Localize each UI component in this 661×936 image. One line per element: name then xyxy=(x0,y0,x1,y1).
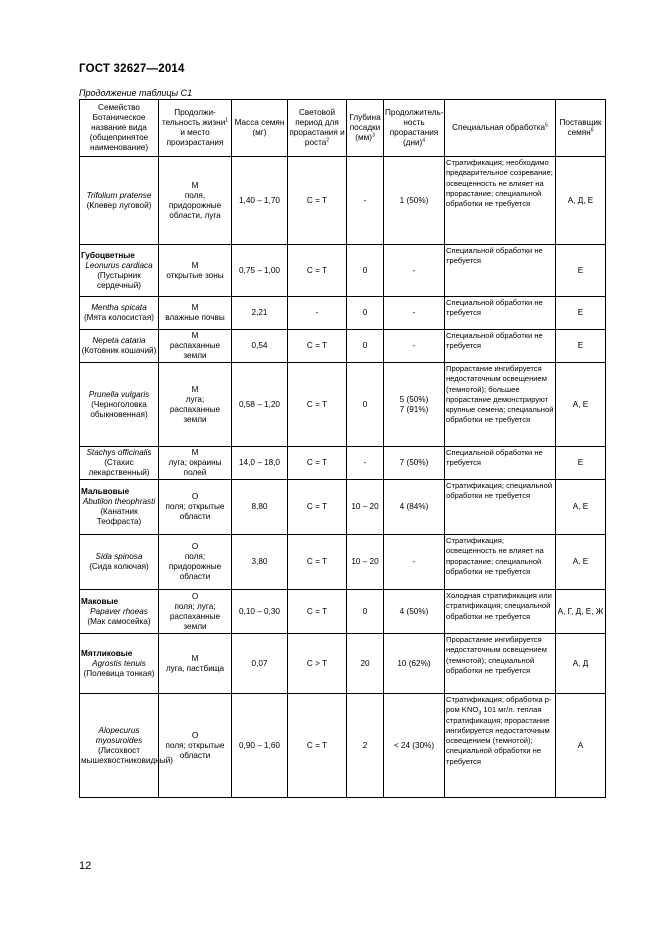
species-cell xyxy=(80,634,159,694)
header-family: Семейство Ботаническое название вида (общепринятое наименование) xyxy=(80,100,159,157)
page-number: 12 xyxy=(79,860,92,872)
table-row xyxy=(80,447,606,480)
species-cell xyxy=(80,447,159,480)
special-treatment-cell: Стратификация; обработка р-ром $KNO_3$ 101 мг/л. теплая стратификация; прорастание ингибируется недостаточным освещением (темнотой); специальной обработки не требуется xyxy=(445,694,556,798)
species-cell xyxy=(80,363,159,447)
depth-cell: 10 – 20 xyxy=(347,535,384,590)
light-cell: С = Т xyxy=(288,157,347,245)
species-table xyxy=(79,99,606,798)
latin-name: Alopecurus myosuroides xyxy=(95,725,143,745)
common-name: (Стахис лекарственный) xyxy=(88,458,150,477)
special-treatment-cell: Специальной обработки не требуется xyxy=(445,245,556,297)
germination-cell: 7 (50%) xyxy=(384,447,445,480)
family-name: Маковые xyxy=(81,596,119,606)
life-cell: М луга, пастбища xyxy=(159,634,232,694)
species-cell xyxy=(80,330,159,363)
table-row xyxy=(80,297,606,330)
common-name: (Канатник Теофраста) xyxy=(96,507,142,526)
depth-cell: 2 xyxy=(347,694,384,798)
germination-cell: - xyxy=(384,535,445,590)
table-row xyxy=(80,157,606,245)
life-cell: М луга; окраины полей xyxy=(159,447,232,480)
table-row xyxy=(80,590,606,634)
supplier-cell: А, Е xyxy=(556,363,606,447)
header-special: Специальная обработка$^5$ xyxy=(445,100,556,157)
germination-cell: 5 (50%) 7 (91%) xyxy=(384,363,445,447)
family-name: Губоцветные xyxy=(81,250,135,260)
special-treatment-cell: Стратификация; освещенность не влияет на прорастание; специальной обработки не требуется xyxy=(445,535,556,590)
header-light: Световой период для прорастания и роста$^2$ xyxy=(288,100,347,157)
latin-name: Sida spinosa xyxy=(95,552,143,561)
light-cell: С = Т xyxy=(288,245,347,297)
header-duration: Продолжи-тельность жизни$^1$ и место произрастания xyxy=(159,100,232,157)
supplier-cell: А, Г, Д, Е, Ж xyxy=(556,590,606,634)
supplier-cell: А, Е xyxy=(556,480,606,535)
family-name: Мятликовые xyxy=(81,648,133,658)
species-cell xyxy=(80,245,159,297)
germination-cell: - xyxy=(384,245,445,297)
latin-name: Prunella vulgaris xyxy=(88,389,150,399)
special-treatment-cell: Стратификация; специальной обработки не требуется xyxy=(445,480,556,535)
common-name: (Котовник кошачий) xyxy=(81,346,157,355)
common-name: (Мята колосистая) xyxy=(83,313,155,322)
common-name: (Лисохвост мышехвостниковидный) xyxy=(81,745,173,765)
common-name: (Сида колючая) xyxy=(89,562,149,571)
depth-cell: 10 – 20 xyxy=(347,480,384,535)
life-cell: М открытые зоны xyxy=(159,245,232,297)
supplier-cell: А, Д xyxy=(556,634,606,694)
supplier-cell: А xyxy=(556,694,606,798)
life-cell: О поля; придорожные области xyxy=(159,535,232,590)
germination-cell: 4 (50%) xyxy=(384,590,445,634)
depth-cell: - xyxy=(347,157,384,245)
germination-cell: < 24 (30%) xyxy=(384,694,445,798)
germination-cell: - xyxy=(384,297,445,330)
special-treatment-cell: Прорастание ингибируется недостаточным освещением (темнотой); специальной обработки не требуется xyxy=(445,634,556,694)
mass-cell: 1,40 – 1,70 xyxy=(232,157,288,245)
life-cell: М поля, придорожные области, луга xyxy=(159,157,232,245)
life-cell: М луга; распаханные земли xyxy=(159,363,232,447)
life-cell: О поля; луга; распаханные земли xyxy=(159,590,232,634)
supplier-cell: Е xyxy=(556,245,606,297)
mass-cell: 2,21 xyxy=(232,297,288,330)
latin-name: Agrostis tenuis xyxy=(92,658,146,668)
latin-name: Abutilon theophrasti xyxy=(82,497,156,506)
light-cell: С = Т xyxy=(288,480,347,535)
table-row xyxy=(80,634,606,694)
species-cell xyxy=(80,157,159,245)
mass-cell: 14,0 – 18,0 xyxy=(232,447,288,480)
table-row xyxy=(80,363,606,447)
latin-name: Papaver rhoeas xyxy=(90,606,148,616)
mass-cell: 0,07 xyxy=(232,634,288,694)
depth-cell: 0 xyxy=(347,245,384,297)
table-header-row xyxy=(80,100,606,157)
table-row xyxy=(80,245,606,297)
latin-name: Stachys officinalis xyxy=(86,448,152,457)
mass-cell: 0,54 xyxy=(232,330,288,363)
special-treatment-cell: Специальной обработки не требуется xyxy=(445,447,556,480)
depth-cell: 0 xyxy=(347,330,384,363)
supplier-cell: Е xyxy=(556,330,606,363)
germination-cell: 10 (62%) xyxy=(384,634,445,694)
depth-cell: 20 xyxy=(347,634,384,694)
latin-name: Nepeta cataria xyxy=(92,336,146,345)
special-treatment-cell: Холодная стратификация или стратификация; специальной обработки не требуется xyxy=(445,590,556,634)
life-cell: О поля; открытые области xyxy=(159,480,232,535)
mass-cell: 0,90 – 1,60 xyxy=(232,694,288,798)
table-row xyxy=(80,694,606,798)
life-cell: О поля; открытые области xyxy=(159,694,232,798)
header-germination: Продолжитель-ность прорастания (дни)$^4$ xyxy=(384,100,445,157)
mass-cell: 0,58 – 1,20 xyxy=(232,363,288,447)
common-name: (Клевер луговой) xyxy=(86,200,152,210)
common-name: (Черноголовка обыкновенная) xyxy=(90,399,148,419)
mass-cell: 0,75 – 1,00 xyxy=(232,245,288,297)
light-cell: С = Т xyxy=(288,694,347,798)
family-name: Мальвовые xyxy=(81,487,130,496)
depth-cell: 0 xyxy=(347,363,384,447)
special-treatment-cell: Прорастание ингибируется недостаточным освещением (темнотой); большее прорастание демонстрируют крупные семена; специальной обработки не требуется xyxy=(445,363,556,447)
supplier-cell: А, Е xyxy=(556,535,606,590)
table-row xyxy=(80,330,606,363)
supplier-cell: А, Д, Е xyxy=(556,157,606,245)
depth-cell: 0 xyxy=(347,297,384,330)
common-name: (Полевица тонкая) xyxy=(83,668,155,678)
special-treatment-cell: Специальной обработки не требуется xyxy=(445,330,556,363)
life-cell: М влажные почвы xyxy=(159,297,232,330)
mass-cell: 8,80 xyxy=(232,480,288,535)
germination-cell: 1 (50%) xyxy=(384,157,445,245)
species-cell xyxy=(80,480,159,535)
special-treatment-cell: Специальной обработки не требуется xyxy=(445,297,556,330)
latin-name: Leonurus cardiaca xyxy=(85,260,153,270)
depth-cell: 0 xyxy=(347,590,384,634)
light-cell: - xyxy=(288,297,347,330)
species-cell xyxy=(80,694,173,798)
light-cell: С > Т xyxy=(288,634,347,694)
light-cell: С = Т xyxy=(288,590,347,634)
header-mass: Масса семян (мг) xyxy=(232,100,288,157)
common-name: (Мак самосейка) xyxy=(87,616,151,626)
light-cell: С = Т xyxy=(288,330,347,363)
document-header: ГОСТ 32627—2014 xyxy=(79,63,185,75)
species-cell xyxy=(80,590,159,634)
latin-name: Trifolium pratense xyxy=(86,190,152,200)
light-cell: С = Т xyxy=(288,535,347,590)
light-cell: С = Т xyxy=(288,447,347,480)
germination-cell: - xyxy=(384,330,445,363)
supplier-cell: Е xyxy=(556,447,606,480)
header-supplier: Поставщик семян$^6$ xyxy=(556,100,606,157)
species-cell xyxy=(80,535,159,590)
table-row xyxy=(80,535,606,590)
germination-cell: 4 (84%) xyxy=(384,480,445,535)
species-cell xyxy=(80,297,159,330)
mass-cell: 0,10 – 0,30 xyxy=(232,590,288,634)
special-treatment-cell: Стратификация; необходимо предварительное созревание; освещенность не влияет на прорастание; специальной обработки не требуется xyxy=(445,157,556,245)
light-cell: С = Т xyxy=(288,363,347,447)
mass-cell: 3,80 xyxy=(232,535,288,590)
supplier-cell: Е xyxy=(556,297,606,330)
header-depth: Глубина посадки (мм)$^3$ xyxy=(347,100,384,157)
depth-cell: - xyxy=(347,447,384,480)
table-caption: Продолжение таблицы С1 xyxy=(79,88,193,98)
common-name: (Пустырник сердечный) xyxy=(96,270,142,290)
table-row xyxy=(80,480,606,535)
life-cell: М распаханные земли xyxy=(159,330,232,363)
latin-name: Mentha spicata xyxy=(91,303,147,312)
